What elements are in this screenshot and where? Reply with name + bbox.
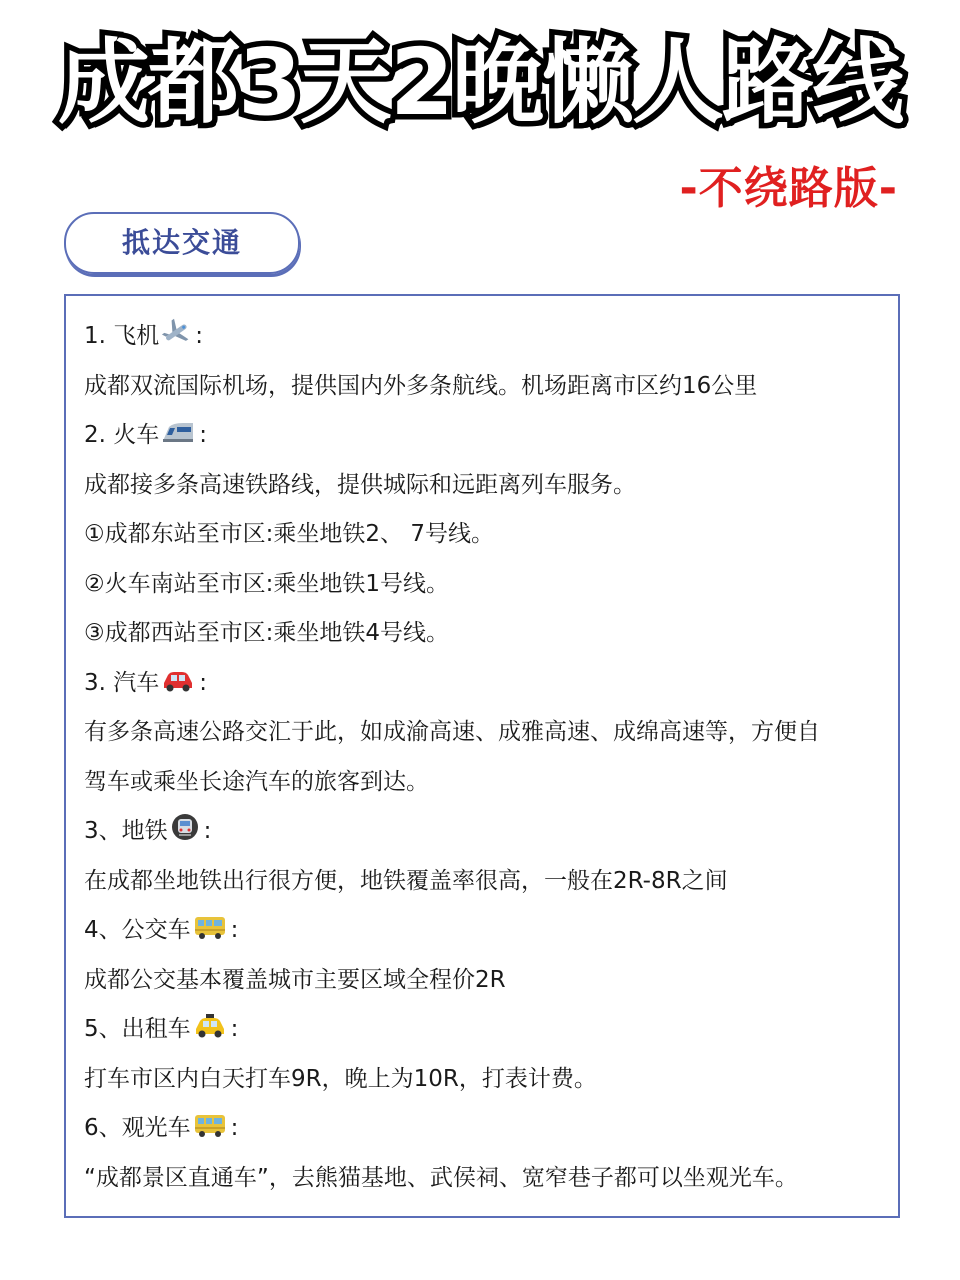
section-tag: 抵达交通 [64,212,300,274]
taxi-icon [193,1008,227,1055]
heading-colon: : [199,422,208,448]
transport-heading [84,807,880,857]
transport-text [84,956,880,1006]
text-line: 有多条高速公路交汇于此，如成渝高速、成雅高速、成绵高速等，方便自 [84,719,820,745]
transport-text [84,609,880,659]
car-icon [161,662,195,709]
airplane-icon [161,315,191,362]
transport-text [84,758,880,808]
transport-text [84,857,880,907]
text-line: 在成都坐地铁出行很方便，地铁覆盖率很高，一般在2R-8R之间 [84,867,728,894]
heading-label: 6、观光车 [84,1115,191,1141]
transport-heading [84,906,880,956]
page-title: 成都3天2晚懒人路线 [57,29,903,136]
bus-icon [193,909,227,956]
transport-text [84,510,880,560]
heading-label: 3. 汽车 [84,669,160,696]
heading-label: 1. 飞机 [84,323,160,349]
bus-icon [193,1107,227,1154]
transport-heading [84,1005,880,1055]
heading-colon: : [199,669,208,696]
heading-label: 5、出租车 [84,1016,191,1042]
text-line: 成都接多条高速铁路线，提供城际和远距离列车服务。 [84,471,636,498]
heading-colon: : [230,917,239,943]
transport-text [84,560,880,610]
page-subtitle: -不绕路版- [679,163,898,214]
metro-icon [170,810,200,857]
content-box [64,294,900,1218]
transport-heading [84,1104,880,1154]
transport-heading [84,411,880,461]
heading-colon: : [230,1016,239,1042]
heading-label: 2. 火车 [84,422,160,448]
text-line: 成都双流国际机场，提供国内外多条航线。机场距离市区约16公里 [84,372,758,399]
text-line: 驾车或乘坐长途汽车的旅客到达。 [84,768,429,795]
transport-text [84,708,880,758]
heading-colon: : [195,323,204,349]
high-speed-train-icon [161,414,195,461]
transport-text [84,1055,880,1105]
transport-text [84,1154,880,1204]
text-line: ③成都西站至市区:乘坐地铁4号线。 [84,620,450,646]
transport-heading [84,312,880,362]
text-line: ②火车南站至市区:乘坐地铁1号线。 [84,570,450,597]
heading-colon: : [230,1115,239,1141]
heading-label: 4、公交车 [84,917,191,943]
transport-text [84,461,880,511]
heading-colon: : [203,818,212,844]
text-line: ①成都东站至市区:乘坐地铁2、 7号线。 [84,521,494,547]
text-line: 打车市区内白天打车9R，晚上为10R，打表计费。 [84,1065,597,1092]
transport-text [84,362,880,412]
text-line: “成都景区直通车”，去熊猫基地、武侯祠、宽窄巷子都可以坐观光车。 [84,1164,798,1191]
heading-label: 3、地铁 [84,818,168,844]
transport-heading [84,659,880,709]
text-line: 成都公交基本覆盖城市主要区域全程价2R [84,966,506,993]
